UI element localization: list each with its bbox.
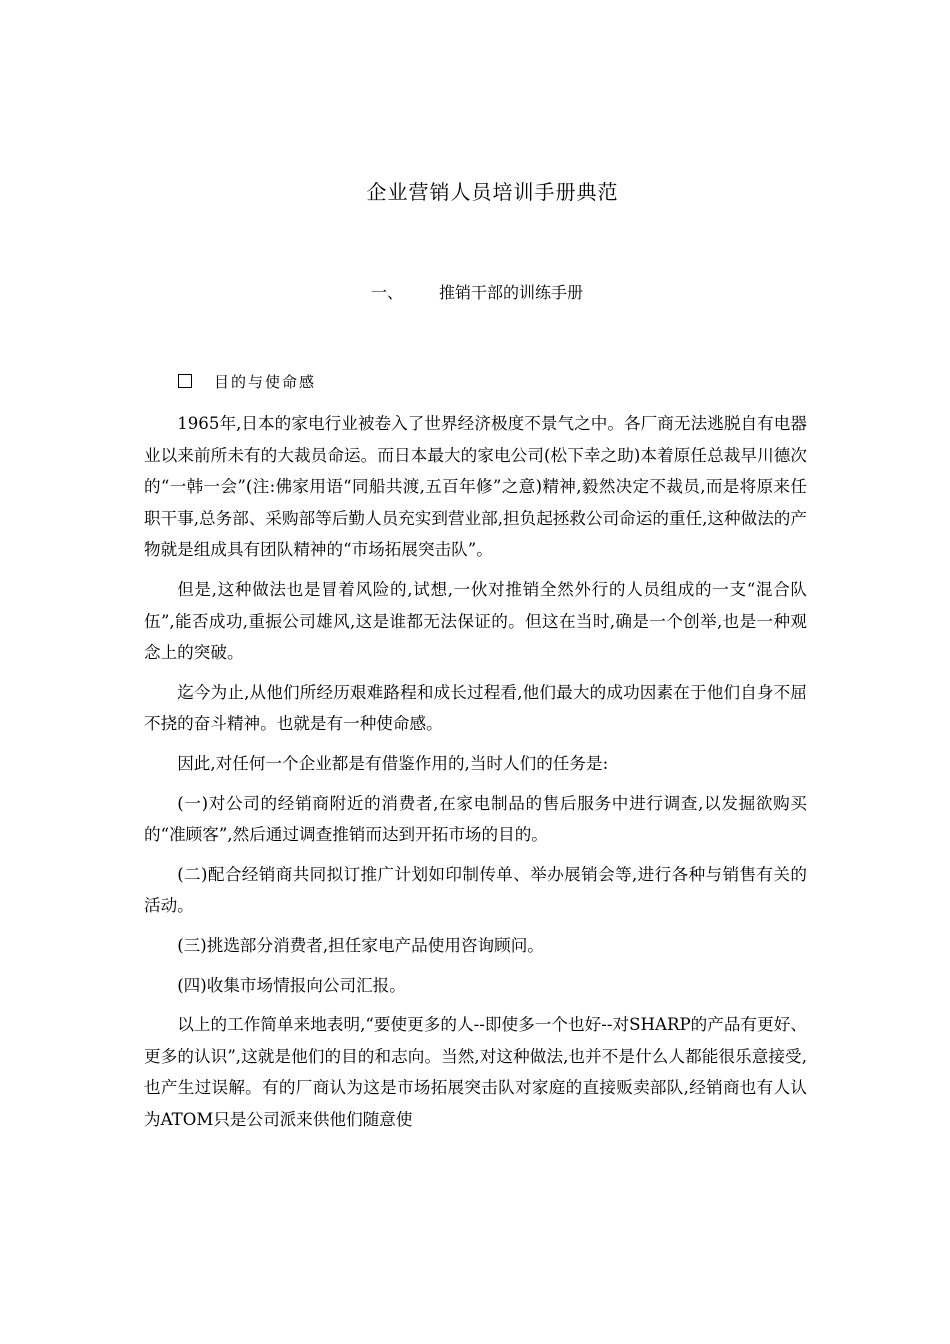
section-heading bbox=[371, 280, 583, 306]
paragraph: 但是,这种做法也是冒着风险的,试想,一伙对推销全然外行的人员组成的一支“混合队伍”,能否成功,重振公司雄风,这是谁都无法保证的。但这在当时,确是一个创举,也是一种观念上的突破。 bbox=[144, 579, 807, 663]
document-title: 企业营销人员培训手册典范 bbox=[366, 180, 619, 204]
paragraph: (三)挑选部分消费者,担任家电产品使用咨询顾问。 bbox=[177, 935, 544, 955]
subsection-title: 目的与使命感 bbox=[214, 373, 317, 391]
paragraph: (二)配合经销商共同拟订推广计划如印制传单、举办展销会等,进行各种与销售有关的活动。 bbox=[144, 864, 807, 916]
paragraph: 以上的工作简单来地表明,“要使更多的人--即使多一个也好--对SHARP的产品有更好、更多的认识”,这就是他们的目的和志向。当然,对这种做法,也并不是什么人都能很乐意接受,也产生过误解。有的厂商认为这是市场拓展突击队对家庭的直接贩卖部队,经销商也有人认为ATOM只是公司派来供他们随意使 bbox=[144, 1015, 807, 1129]
subsection-heading bbox=[178, 369, 316, 395]
checkbox-bullet-icon bbox=[178, 374, 192, 388]
body-text bbox=[144, 408, 807, 1143]
paragraph: 1965年,日本的家电行业被卷入了世界经济极度不景气之中。各厂商无法逃脱自有电器业以来前所未有的大裁员命运。而日本最大的家电公司(松下幸之助)本着原任总裁早川德次的“一韩一会”(注:佛家用语“同船共渡,五百年修”之意)精神,毅然决定不裁员,而是将原来任职干事,总务部、采购部等后勤人员充实到营业部,担负起拯救公司命运的重任,这种做法的产物就是组成具有团队精神的“市场拓展突击队”。 bbox=[144, 414, 807, 560]
section-number: 一、 bbox=[371, 283, 404, 302]
paragraph: (一)对公司的经销商附近的消费者,在家电制品的售后服务中进行调查,以发掘欲购买的“准顾客”,然后通过调查推销而达到开拓市场的目的。 bbox=[144, 793, 807, 845]
paragraph: 迄今为止,从他们所经历艰难路程和成长过程看,他们最大的成功因素在于他们自身不屈不挠的奋斗精神。也就是有一种使命感。 bbox=[144, 682, 807, 734]
paragraph: 因此,对任何一个企业都是有借鉴作用的,当时人们的任务是: bbox=[177, 753, 609, 773]
section-title: 推销干部的训练手册 bbox=[439, 283, 584, 302]
paragraph: (四)收集市场情报向公司汇报。 bbox=[177, 975, 406, 995]
